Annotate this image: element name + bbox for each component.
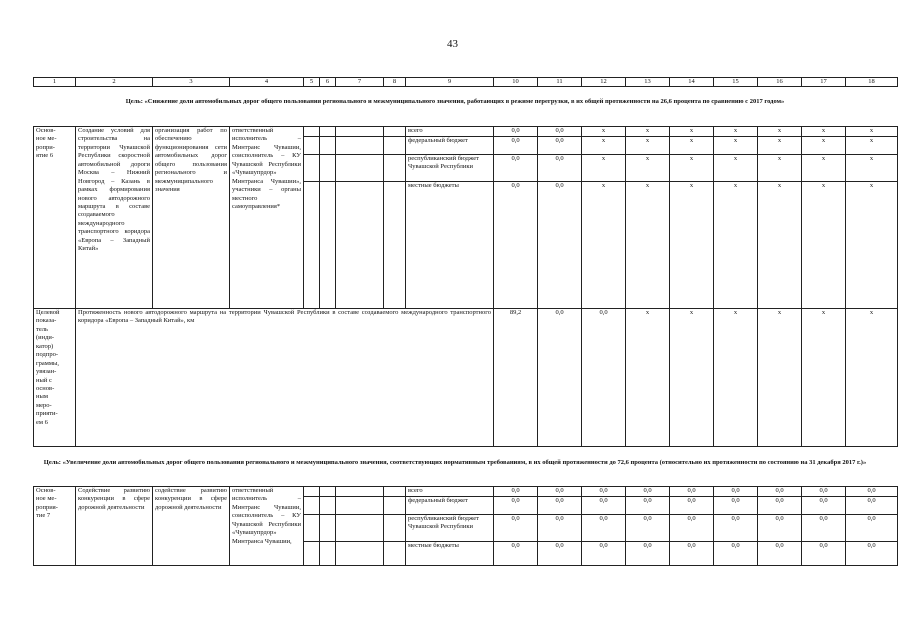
empty-cell <box>384 515 406 542</box>
empty-cell <box>320 127 336 137</box>
funding-source: федеральный бюджет <box>406 137 494 155</box>
budget-value: 0,0 <box>758 497 802 515</box>
column-number-8: 8 <box>384 78 406 87</box>
budget-value: 0,0 <box>802 515 846 542</box>
budget-value: 0,0 <box>538 515 582 542</box>
empty-cell <box>304 127 320 137</box>
funding-source: республиканский бюджет Чувашской Республики <box>406 515 494 542</box>
budget-value: х <box>846 127 898 137</box>
empty-cell <box>336 137 384 155</box>
measure-task: содействие развитию конкуренции в сфере дорожной деятельности <box>153 487 230 566</box>
measure-6-table <box>33 126 898 447</box>
empty-cell <box>336 542 384 566</box>
budget-value: 0,0 <box>802 497 846 515</box>
indicator-value: х <box>802 309 846 447</box>
budget-value: х <box>670 155 714 182</box>
measure-label: Основ- ное ме- ропри- ятие 6 <box>34 127 76 309</box>
funding-source: местные бюджеты <box>406 542 494 566</box>
budget-value: 0,0 <box>538 182 582 309</box>
empty-cell <box>384 497 406 515</box>
empty-cell <box>304 137 320 155</box>
budget-value: 0,0 <box>714 497 758 515</box>
budget-value: 0,0 <box>538 137 582 155</box>
budget-value: 0,0 <box>538 542 582 566</box>
indicator-value: х <box>714 309 758 447</box>
header-table <box>33 77 898 87</box>
column-number-11: 11 <box>538 78 582 87</box>
measure-label: Основ- ное ме- роприя- тие 7 <box>34 487 76 566</box>
column-number-7: 7 <box>336 78 384 87</box>
column-number-3: 3 <box>153 78 230 87</box>
budget-value: х <box>714 182 758 309</box>
empty-cell <box>320 515 336 542</box>
budget-value: х <box>582 182 626 309</box>
empty-cell <box>304 487 320 497</box>
budget-value: х <box>846 182 898 309</box>
budget-value: 0,0 <box>582 487 626 497</box>
empty-cell <box>320 182 336 309</box>
funding-source: местные бюджеты <box>406 182 494 309</box>
budget-value: 0,0 <box>538 155 582 182</box>
funding-source: всего <box>406 487 494 497</box>
budget-value: 0,0 <box>494 487 538 497</box>
budget-value: 0,0 <box>494 155 538 182</box>
budget-value: 0,0 <box>846 497 898 515</box>
column-number-18: 18 <box>846 78 898 87</box>
measure-executors: ответственный исполнитель – Минтранс Чувашии, соисполнитель – КУ Чувашской Республики «Чувашупрдор» Минтранса Чувашии, <box>230 487 304 566</box>
indicator-value: 0,0 <box>538 309 582 447</box>
empty-cell <box>304 542 320 566</box>
budget-value: 0,0 <box>670 497 714 515</box>
budget-value: х <box>714 137 758 155</box>
indicator-value: 0,0 <box>582 309 626 447</box>
column-number-4: 4 <box>230 78 304 87</box>
measure-name: Создание условий для строительства на территории Чувашской Республики скоростной автомобильной дороги Москва – Нижний Новгород – Казань в рамках формирования нового автодорожного маршрута в составе создаваемого международного транспортного коридора «Европа – Западный Китай» <box>76 127 153 309</box>
indicator-label: Целевой показа- тель (инди- катор) подпро- граммы, увязан- ный с основ- ным меро- прияти- ем 6 <box>34 309 76 447</box>
column-number-12: 12 <box>582 78 626 87</box>
budget-value: х <box>802 182 846 309</box>
empty-cell <box>336 497 384 515</box>
budget-value: х <box>802 137 846 155</box>
budget-value: х <box>758 137 802 155</box>
budget-value: 0,0 <box>802 487 846 497</box>
empty-cell <box>384 182 406 309</box>
budget-value: 0,0 <box>626 515 670 542</box>
column-number-2: 2 <box>76 78 153 87</box>
funding-source: всего <box>406 127 494 137</box>
budget-value: 0,0 <box>626 542 670 566</box>
budget-value: х <box>582 127 626 137</box>
budget-value: 0,0 <box>714 515 758 542</box>
indicator-name: Протяженность нового автодорожного маршрута на территории Чувашской Республики в составе создаваемого международного транспортного коридора «Европа – Западный Китай», км <box>76 309 494 447</box>
budget-value: 0,0 <box>670 515 714 542</box>
goal-title-2: Цель: «Увеличение доли автомобильных дорог общего пользования регионального и межмуниципального значения, соответствующих нормативным требованиям, в их общей протяженности до 72,6 процента (относительно их протяженности по состоянию на 31 декабря 2017 г.)» <box>43 459 867 466</box>
budget-value: 0,0 <box>494 137 538 155</box>
budget-value: х <box>626 137 670 155</box>
funding-source: республиканский бюджет Чувашской Республики <box>406 155 494 182</box>
column-number-1: 1 <box>34 78 76 87</box>
budget-value: 0,0 <box>670 487 714 497</box>
budget-value: 0,0 <box>626 497 670 515</box>
budget-value: х <box>802 155 846 182</box>
measure-7-block <box>33 486 877 566</box>
budget-value: х <box>582 155 626 182</box>
empty-cell <box>336 182 384 309</box>
budget-value: 0,0 <box>494 127 538 137</box>
budget-value: х <box>714 127 758 137</box>
budget-value: х <box>626 155 670 182</box>
budget-value: 0,0 <box>494 182 538 309</box>
budget-value: 0,0 <box>494 542 538 566</box>
column-number-10: 10 <box>494 78 538 87</box>
budget-row <box>34 487 898 497</box>
measure-7-table <box>33 486 898 566</box>
empty-cell <box>304 515 320 542</box>
column-number-15: 15 <box>714 78 758 87</box>
empty-cell <box>320 137 336 155</box>
funding-source: федеральный бюджет <box>406 497 494 515</box>
budget-value: 0,0 <box>846 515 898 542</box>
budget-value: 0,0 <box>582 542 626 566</box>
column-number-9: 9 <box>406 78 494 87</box>
goal-title-1: Цель: «Снижение доли автомобильных дорог общего пользования регионального и межмуниципального значения, работающих в режиме перегрузки, в их общей протяженности на 26,6 процента по сравнению с 2017 годом» <box>125 98 785 105</box>
budget-value: 0,0 <box>494 515 538 542</box>
empty-cell <box>304 497 320 515</box>
budget-value: х <box>670 182 714 309</box>
budget-value: 0,0 <box>846 487 898 497</box>
indicator-row <box>34 309 898 447</box>
budget-value: 0,0 <box>582 515 626 542</box>
budget-value: 0,0 <box>714 487 758 497</box>
empty-cell <box>320 542 336 566</box>
indicator-value: х <box>758 309 802 447</box>
column-header-table <box>33 77 877 87</box>
column-number-5: 5 <box>304 78 320 87</box>
empty-cell <box>384 487 406 497</box>
empty-cell <box>336 515 384 542</box>
budget-value: 0,0 <box>626 487 670 497</box>
budget-value: 0,0 <box>758 542 802 566</box>
measure-name: Содействие развитию конкуренции в сфере дорожной деятельности <box>76 487 153 566</box>
column-number-13: 13 <box>626 78 670 87</box>
budget-value: х <box>802 127 846 137</box>
empty-cell <box>320 155 336 182</box>
budget-value: х <box>758 182 802 309</box>
budget-value: х <box>626 182 670 309</box>
indicator-value: х <box>626 309 670 447</box>
measure-executors: ответственный исполнитель – Минтранс Чувашии, соисполнитель – КУ Чувашской Республики «Чувашупрдор» Минтранса Чувашии», участники – органы местного самоуправления* <box>230 127 304 309</box>
empty-cell <box>304 182 320 309</box>
budget-value: 0,0 <box>670 542 714 566</box>
column-number-17: 17 <box>802 78 846 87</box>
budget-value: х <box>670 137 714 155</box>
budget-value: 0,0 <box>758 515 802 542</box>
indicator-value: х <box>670 309 714 447</box>
column-number-16: 16 <box>758 78 802 87</box>
empty-cell <box>384 127 406 137</box>
budget-value: 0,0 <box>846 542 898 566</box>
measure-6-block <box>33 126 877 447</box>
measure-task: организация работ по обеспечению функционирования сети автомобильных дорог общего пользования регионального и межмуниципального значения <box>153 127 230 309</box>
budget-value: х <box>626 127 670 137</box>
empty-cell <box>320 487 336 497</box>
budget-row <box>34 127 898 137</box>
column-number-6: 6 <box>320 78 336 87</box>
empty-cell <box>336 487 384 497</box>
empty-cell <box>320 497 336 515</box>
budget-value: 0,0 <box>802 542 846 566</box>
budget-value: х <box>714 155 758 182</box>
budget-value: х <box>758 155 802 182</box>
empty-cell <box>336 155 384 182</box>
budget-value: 0,0 <box>538 487 582 497</box>
empty-cell <box>304 155 320 182</box>
budget-value: х <box>758 127 802 137</box>
budget-value: 0,0 <box>714 542 758 566</box>
budget-value: х <box>670 127 714 137</box>
budget-value: 0,0 <box>494 497 538 515</box>
indicator-value: 89,2 <box>494 309 538 447</box>
column-numbers-row <box>34 78 898 87</box>
empty-cell <box>384 137 406 155</box>
budget-value: 0,0 <box>538 497 582 515</box>
budget-value: х <box>846 137 898 155</box>
budget-value: 0,0 <box>582 497 626 515</box>
page-number: 43 <box>447 38 458 50</box>
budget-value: х <box>582 137 626 155</box>
budget-value: 0,0 <box>538 127 582 137</box>
indicator-value: х <box>846 309 898 447</box>
column-number-14: 14 <box>670 78 714 87</box>
empty-cell <box>384 155 406 182</box>
empty-cell <box>384 542 406 566</box>
budget-value: 0,0 <box>758 487 802 497</box>
empty-cell <box>336 127 384 137</box>
budget-value: х <box>846 155 898 182</box>
